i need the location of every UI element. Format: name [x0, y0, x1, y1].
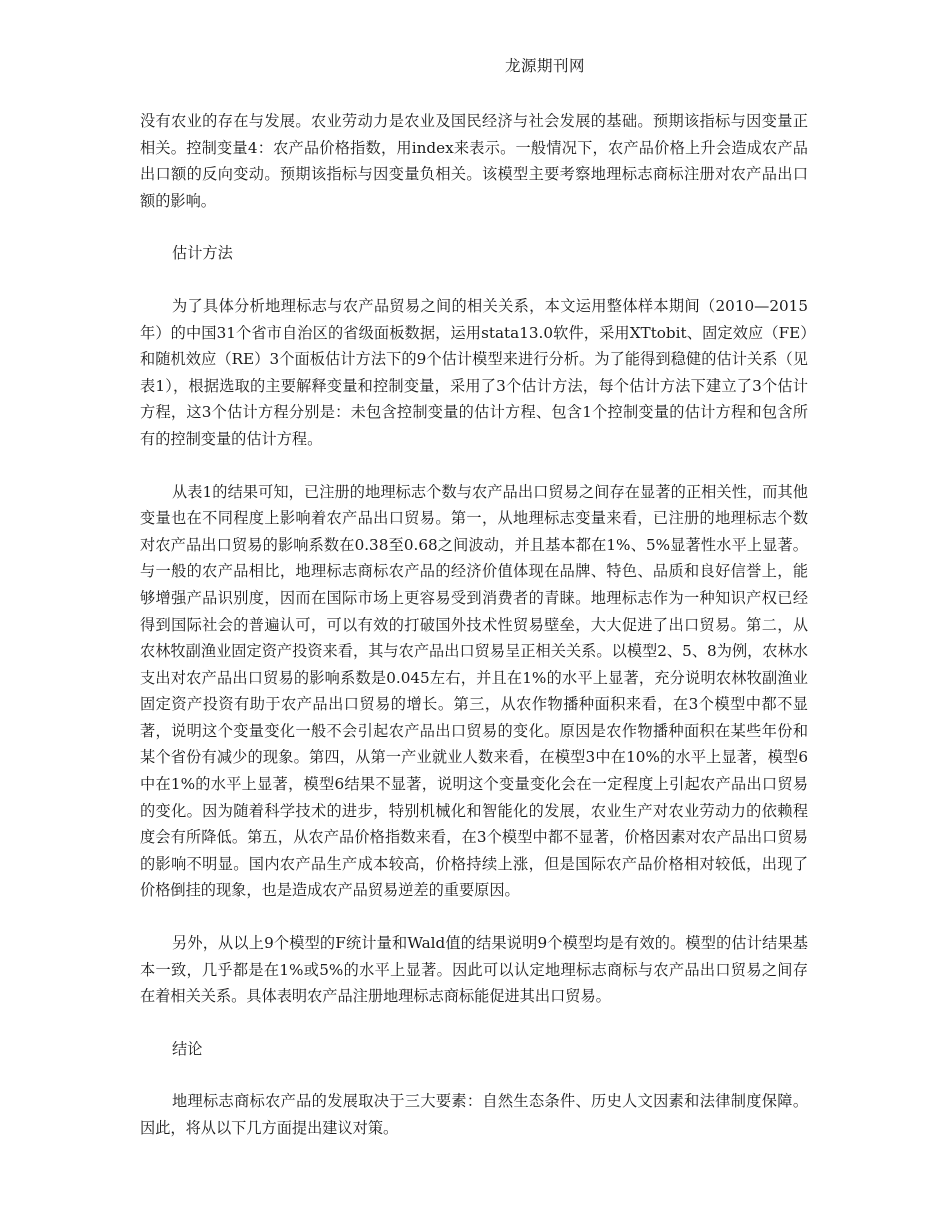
section-heading-conclusion: 结论 — [172, 1039, 203, 1058]
section-heading-estimation-method: 估计方法 — [172, 244, 233, 263]
site-name: 龙源期刊网 — [504, 57, 585, 75]
paragraph-4: 另外，从以上9个模型的F统计量和Wald值的结果说明9个模型均是有效的。模型的估计结果基本一致，几乎都是在1%或5%的水平上显著。因此可以认定地理标志商标与农产品出口贸易之间存在着相关关系。具体表明农产品注册地理标志商标能促进其出口贸易。 — [140, 934, 808, 1006]
article-body — [140, 108, 808, 1168]
paragraph-2: 为了具体分析地理标志与农产品贸易之间的相关关系，本文运用整体样本期间（2010—2015年）的中国31个省市自治区的省级面板数据，运用stata13.0软件，采用XTtobit、固定效应（FE）和随机效应（RE）3个面板估计方法下的9个估计模型来进行分析。为了能得到稳健的估计关系（见表1），根据选取的主要解释变量和控制变量，采用了3个估计方法，每个估计方法下建立了3个估计方程，这3个估计方程分别是：未包含控制变量的估计方程、包含1个控制变量的估计方程和包含所有的控制变量的估计方程。 — [140, 296, 808, 448]
paragraph-3: 从表1的结果可知，已注册的地理标志个数与农产品出口贸易之间存在显著的正相关性，而其他变量也在不同程度上影响着农产品出口贸易。第一，从地理标志变量来看，已注册的地理标志个数对农产品出口贸易的影响系数在0.38至0.68之间波动，并且基本都在1%、5%显著性水平上显著。与一般的农产品相比，地理标志商标农产品的经济价值体现在品牌、特色、品质和良好信誉上，能够增强产品识别度，因而在国际市场上更容易受到消费者的青睐。地理标志作为一种知识产权已经得到国际社会的普遍认可，可以有效的打破国外技术性贸易壁垒，大大促进了出口贸易。第二，从农林牧副渔业固定资产投资来看，其与农产品出口贸易呈正相关关系。以模型2、5、8为例，农林水支出对农产品出口贸易的影响系数是0.045左右，并且在1%的水平上显著，充分说明农林牧副渔业固定资产投资有助于农产品出口贸易的增长。第三，从农作物播种面积来看，在3个模型中都不显著，说明这个变量变化一般不会引起农产品出口贸易的变化。原因是农作物播种面积在某些年份和某个省份有减少的现象。第四，从第一产业就业人数来看，在模型3中在10%的水平上显著，模型6中在1%的水平上显著，模型6结果不显著，说明这个变量变化会在一定程度上引起农产品出口贸易的变化。因为随着科学技术的进步，特别机械化和智能化的发展，农业生产对农业劳动力的依赖程度会有所降低。第五，从农产品价格指数来看，在3个模型中都不显著，价格因素对农产品出口贸易的影响不明显。国内农产品生产成本较高，价格持续上涨，但是国际农产品价格相对较低，出现了价格倒挂的现象，也是造成农产品贸易逆差的重要原因。 — [140, 482, 808, 900]
paragraph-1: 没有农业的存在与发展。农业劳动力是农业及国民经济与社会发展的基础。预期该指标与因变量正相关。控制变量4：农产品价格指数，用index来表示。一般情况下，农产品价格上升会造成农产品出口额的反向变动。预期该指标与因变量负相关。该模型主要考察地理标志商标注册对农产品出口额的影响。 — [140, 112, 808, 210]
paragraph-5: 地理标志商标农产品的发展取决于三大要素：自然生态条件、历史人文因素和法律制度保障。因此，将从以下几方面提出建议对策。 — [140, 1092, 808, 1137]
page-header — [0, 54, 950, 76]
